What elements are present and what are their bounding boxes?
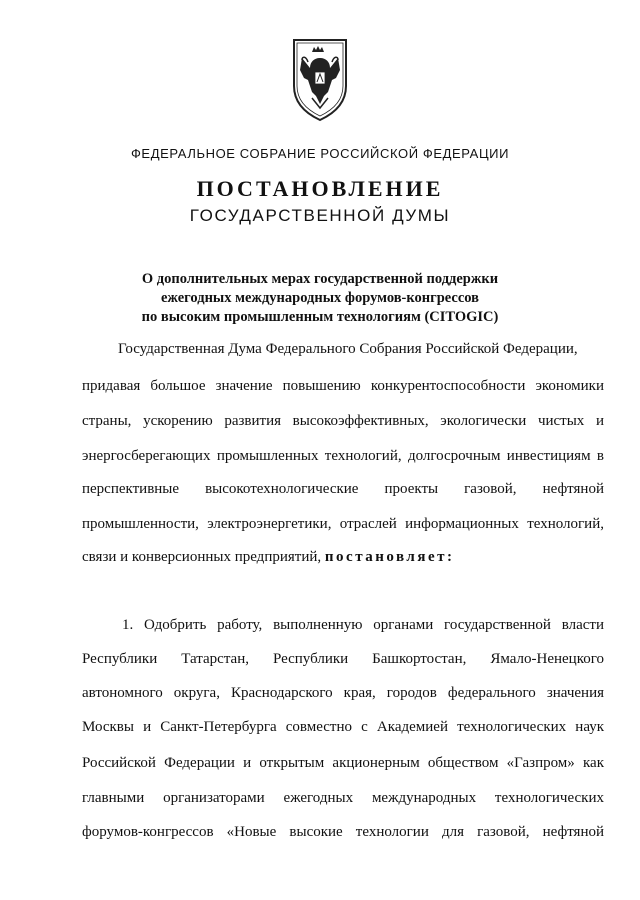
document-type-title: ПОСТАНОВЛЕНИЕ xyxy=(196,176,444,201)
item-line: Республики Татарстан, Республики Башкортостан, Ямало-Ненецкого xyxy=(82,651,604,667)
preamble-line: придавая большое значение повышению конкурентоспособности экономики xyxy=(82,378,604,394)
preamble-last-line xyxy=(82,547,604,567)
item-line: Российской Федерации и открытым акционерным обществом «Газпром» как xyxy=(82,755,604,771)
preamble-line: связи и конверсионных предприятий, xyxy=(82,549,322,565)
preamble-line: перспективные высокотехнологические проекты газовой, нефтяной xyxy=(82,481,604,497)
heading-line: по высоким промышленным технологиям (CITOGIC) xyxy=(141,309,499,325)
preamble-line: страны, ускорению развития высокоэффективных, экологически чистых и xyxy=(82,413,604,429)
preamble-line: промышленности, электроэнергетики, отраслей информационных технологий, xyxy=(82,516,604,532)
resolution-heading xyxy=(0,270,640,327)
heading-line: О дополнительных мерах государственной поддержки xyxy=(141,271,499,287)
item-line: форумов-конгрессов «Новые высокие технологии для газовой, нефтяной xyxy=(82,824,604,840)
heading-line: ежегодных международных форумов-конгрессов xyxy=(160,290,479,306)
item-line: 1. Одобрить работу, выполненную органами государственной власти xyxy=(122,617,604,633)
assembly-name: ФЕДЕРАЛЬНОЕ СОБРАНИЕ РОССИЙСКОЙ ФЕДЕРАЦИИ xyxy=(130,146,510,161)
item-line: Москвы и Санкт-Петербурга совместно с Академией технологических наук xyxy=(82,719,604,735)
resolves-keyword: постановляет: xyxy=(324,549,455,565)
item-line: автономного округа, Краснодарского края, городов федерального значения xyxy=(82,685,604,701)
issuer-subtitle: ГОСУДАРСТВЕННОЙ ДУМЫ xyxy=(189,206,451,225)
preamble-line: Государственная Дума Федерального Собрания Российской Федерации, xyxy=(118,341,578,357)
coat-of-arms-icon xyxy=(288,34,352,124)
preamble-line: энергосберегающих промышленных технологий, долгосрочным инвестициям в xyxy=(82,448,604,464)
item-line: главными организаторами ежегодных международных технологических xyxy=(82,790,604,806)
